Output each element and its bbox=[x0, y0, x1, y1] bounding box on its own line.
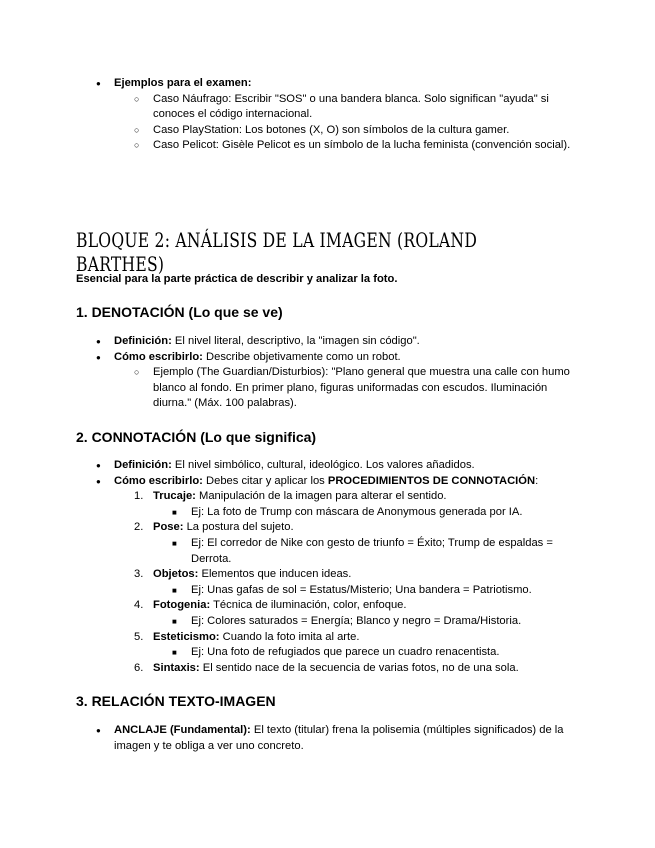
procedure-text: Cuando la foto imita al arte. bbox=[219, 630, 360, 643]
list-item bbox=[114, 76, 584, 154]
procedures-label: PROCEDIMIENTOS DE CONNOTACIÓN bbox=[327, 474, 536, 487]
definition-text: El nivel literal, descriptivo, la "imagen sin código". bbox=[171, 335, 420, 347]
list-item: ■ Ej: Unas gafas de sol = Estatus/Misterio; Una bandera = Patriotismo. bbox=[191, 583, 584, 599]
list-item bbox=[114, 474, 584, 677]
list-item: ○ Ejemplo (The Guardian/Disturbios): "Plano general que muestra una calle con humo blanco al fondo. En primer plano, figuras uniformadas con escudos. Iluminación diurna." (Máx. 100 palabras). bbox=[153, 365, 584, 412]
how-text: Describe objetivamente como un robot. bbox=[202, 350, 401, 363]
procedure-text: Técnica de iluminación, color, enfoque. bbox=[210, 599, 407, 612]
procedure-number: 1. bbox=[134, 490, 144, 503]
procedure-number: 3. bbox=[134, 568, 144, 581]
procedure-examples bbox=[191, 583, 584, 599]
anclaje-text: El texto (titular) frena la polisemia (múltiples significados) de la imagen y te obliga a ver uno concreto. bbox=[114, 724, 564, 752]
section-heading-connotacion: 2. CONNOTACIÓN (Lo que significa) bbox=[76, 429, 317, 445]
procedure-number: 4. bbox=[134, 599, 144, 612]
procedure-label: Trucaje: bbox=[153, 490, 196, 503]
procedure-label: Esteticismo: bbox=[153, 630, 220, 643]
list-item: ○ Caso Náufrago: Escribir "SOS" o una bandera blanca. Solo significan "ayuda" si conoces el código internacional. bbox=[153, 92, 584, 123]
procedure-examples bbox=[191, 536, 584, 567]
list-item bbox=[114, 723, 584, 754]
procedure-item bbox=[134, 661, 584, 677]
list-item: ■ Ej: Una foto de refugiados que parece un cuadro renacentista. bbox=[191, 645, 584, 661]
procedure-examples bbox=[191, 614, 584, 630]
how-end: : bbox=[535, 474, 539, 487]
definition-text: El nivel simbólico, cultural, ideológico. Los valores añadidos. bbox=[171, 459, 475, 471]
list-item: ○ Caso PlayStation: Los botones (X, O) son símbolos de la cultura gamer. bbox=[153, 123, 584, 139]
list-item bbox=[114, 458, 584, 474]
procedure-item bbox=[134, 630, 584, 661]
list-item: ○ Caso Pelicot: Gisèle Pelicot es un símbolo de la lucha feminista (convención social). bbox=[153, 138, 584, 154]
procedure-number: 6. bbox=[134, 661, 144, 674]
procedures-list bbox=[134, 489, 584, 676]
procedure-number: 2. bbox=[134, 521, 144, 534]
procedure-examples bbox=[191, 505, 584, 521]
relacion-list bbox=[114, 723, 584, 754]
exam-examples-list bbox=[114, 76, 584, 154]
procedure-item bbox=[134, 520, 584, 567]
section-heading-denotacion: 1. DENOTACIÓN (Lo que se ve) bbox=[76, 304, 283, 320]
how-label: Cómo escribirlo: bbox=[114, 474, 203, 487]
block-title: BLOQUE 2: ANÁLISIS DE LA IMAGEN (ROLAND BARTHES) bbox=[76, 228, 478, 276]
denotacion-sublist bbox=[153, 365, 584, 412]
procedure-label: Objetos: bbox=[153, 568, 199, 581]
anclaje-label: ANCLAJE (Fundamental): bbox=[114, 724, 251, 736]
procedure-examples bbox=[191, 645, 584, 661]
definition-label: Definición: bbox=[114, 335, 172, 347]
definition-label: Definición: bbox=[114, 459, 172, 471]
block-lead: Esencial para la parte práctica de describir y analizar la foto. bbox=[76, 273, 398, 285]
procedure-text: El sentido nace de la secuencia de varias fotos, no de una sola. bbox=[199, 661, 519, 674]
examples-label: Ejemplos para el examen: bbox=[114, 77, 252, 89]
how-label: Cómo escribirlo: bbox=[114, 350, 203, 363]
examples-sublist bbox=[153, 92, 584, 154]
list-item bbox=[114, 350, 584, 412]
procedure-number: 5. bbox=[134, 630, 144, 643]
procedure-text: La postura del sujeto. bbox=[183, 521, 294, 534]
procedure-label: Pose: bbox=[153, 521, 184, 534]
list-item bbox=[114, 334, 584, 350]
list-item: ■ Ej: Colores saturados = Energía; Blanco y negro = Drama/Historia. bbox=[191, 614, 584, 630]
procedure-item bbox=[134, 567, 584, 598]
list-item: ■ Ej: La foto de Trump con máscara de Anonymous generada por IA. bbox=[191, 505, 584, 521]
how-text: Debes citar y aplicar los bbox=[202, 474, 328, 487]
procedure-item bbox=[134, 489, 584, 520]
procedure-item bbox=[134, 598, 584, 629]
procedure-text: Manipulación de la imagen para alterar el sentido. bbox=[195, 490, 447, 503]
section-heading-relacion: 3. RELACIÓN TEXTO-IMAGEN bbox=[76, 693, 276, 709]
denotacion-list bbox=[114, 334, 584, 412]
list-item: ■ Ej: El corredor de Nike con gesto de triunfo = Éxito; Trump de espaldas = Derrota. bbox=[191, 536, 584, 567]
procedure-text: Elementos que inducen ideas. bbox=[198, 568, 352, 581]
connotacion-list bbox=[114, 458, 584, 676]
procedure-label: Fotogenia: bbox=[153, 599, 211, 612]
procedure-label: Sintaxis: bbox=[153, 661, 200, 674]
